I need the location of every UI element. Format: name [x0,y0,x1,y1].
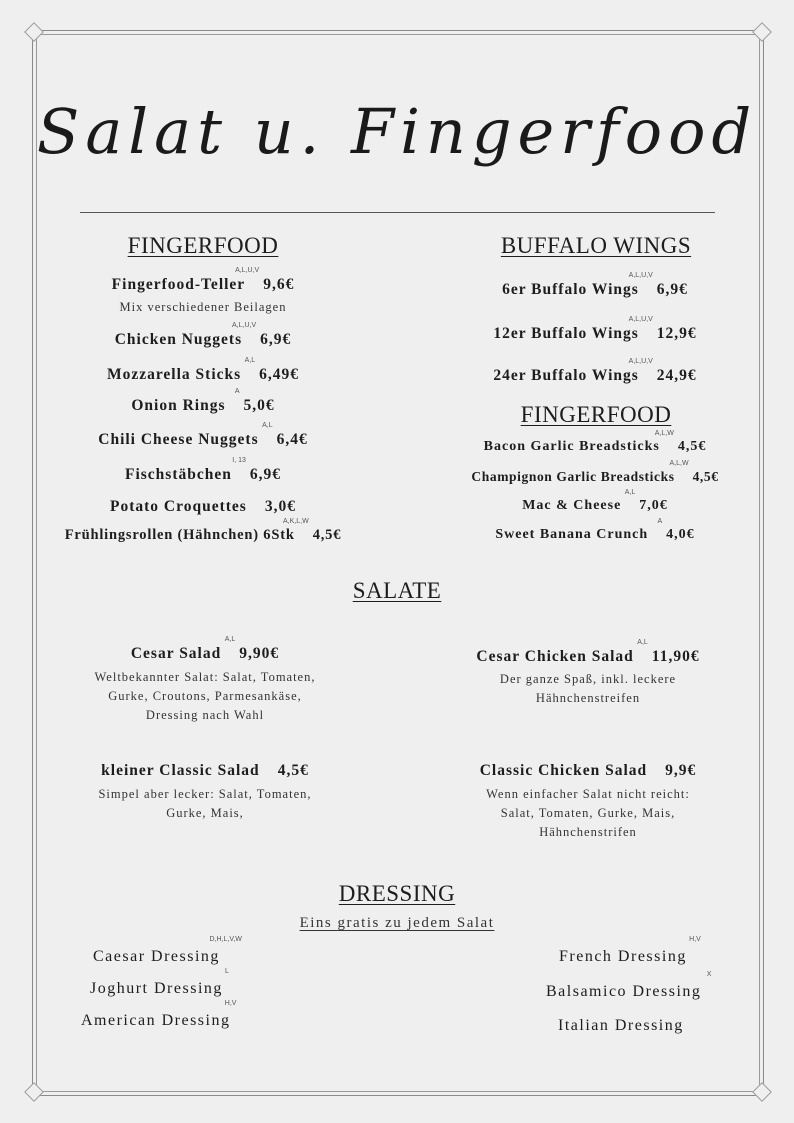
menu-item: kleiner Classic Salad 4,5€ [101,762,309,779]
allergen-tag: H,V [689,936,701,943]
title-divider [80,212,715,213]
menu-item: Champignon Garlic Breadsticks A,L,W 4,5€ [471,460,719,484]
dressing-item: French Dressing H,V [559,936,701,965]
allergen-tag: A,L,U,V [628,272,653,279]
menu-item: Frühlingsrollen (Hähnchen) 6Stk A,K,L,W 4,5€ [64,518,342,543]
item-description: Mix verschiedener Beilagen [119,300,287,314]
menu-item: Fischstäbchen I, 13 6,9€ [125,457,281,483]
allergen-tag: A,L,W [654,430,674,437]
allergen-tag: A,L [244,357,256,364]
allergen-tag: I, 13 [232,457,246,464]
allergen-tag: A,L [224,636,236,643]
menu-item: Onion Rings A 5,0€ [131,388,275,414]
dressing-item: Balsamico Dressing X [546,971,712,1000]
dressing-item: American Dressing H,V [81,1000,237,1029]
item-description: Weltbekannter Salat: Salat, Tomaten, Gurke, Croutons, Parmesankäse, Dressing nach Wahl [94,670,316,722]
menu-item: Mozzarella Sticks A,L 6,49€ [106,357,300,383]
menu-item: Chicken Nuggets A,L,U,V 6,9€ [114,322,292,348]
allergen-tag: X [706,971,712,978]
allergen-tag: A,L,W [669,460,689,467]
allergen-tag: A [234,388,240,395]
item-description: Simpel aber lecker: Salat, Tomaten, Gurke, Mais, [98,787,312,820]
menu-item: 12er Buffalo Wings A,L,U,V 12,9€ [493,316,697,342]
menu-item: Chili Cheese Nuggets A,L 6,4€ [98,422,308,448]
menu-item: Sweet Banana Crunch A 4,0€ [495,518,695,542]
allergen-tag: A,L [637,639,648,646]
menu-item: Cesar Chicken Salad A,L 11,90€ [476,639,700,665]
allergen-tag: A,L,U,V [235,267,260,274]
allergen-tag: H,V [224,1000,237,1007]
allergen-tag: L [224,968,229,975]
section-heading-salate: SALATE [352,578,442,603]
allergen-tag: A,L,U,V [628,358,653,365]
menu-item: Fingerfood-Teller A,L,U,V 9,6€ [111,267,295,293]
item-description: Wenn einfacher Salat nicht reicht: Salat, Tomaten, Gurke, Mais, Hähnchenstrifen [486,787,690,839]
menu-item: Potato Croquettes 3,0€ [110,498,296,515]
allergen-tag: A,L,U,V [232,322,257,329]
page-title: Salat u. Fingerfood [36,95,758,168]
allergen-tag: A [657,518,663,525]
allergen-tag: D,H,L,V,W [209,936,242,943]
section-heading-fingerfood: FINGERFOOD [520,402,672,427]
section-heading-dressing: DRESSING [338,881,456,906]
inner-frame [36,34,760,1092]
menu-item: Cesar Salad A,L 9,90€ [130,636,280,662]
dressing-item: Caesar Dressing D,H,L,V,W [93,936,242,965]
menu-item: Classic Chicken Salad 9,9€ [479,762,697,779]
allergen-tag: A,L [262,422,273,429]
menu-item: Mac & Cheese A,L 7,0€ [522,489,668,513]
dressing-item: Italian Dressing [558,1017,684,1034]
menu-item: Bacon Garlic Breadsticks A,L,W 4,5€ [483,430,707,454]
section-heading-buffalo-wings: BUFFALO WINGS [500,233,692,258]
dressing-subtitle: Eins gratis zu jedem Salat [299,915,495,931]
dressing-item: Joghurt Dressing L [90,968,229,997]
section-heading-fingerfood: FINGERFOOD [127,233,279,258]
menu-item: 24er Buffalo Wings A,L,U,V 24,9€ [493,358,697,384]
allergen-tag: A,L [624,489,636,496]
menu-item: 6er Buffalo Wings A,L,U,V 6,9€ [502,272,688,298]
allergen-tag: A,L,U,V [628,316,653,323]
allergen-tag: A,K,L,W [283,518,309,525]
item-description: Der ganze Spaß, inkl. leckere Hähnchenstreifen [499,672,677,705]
